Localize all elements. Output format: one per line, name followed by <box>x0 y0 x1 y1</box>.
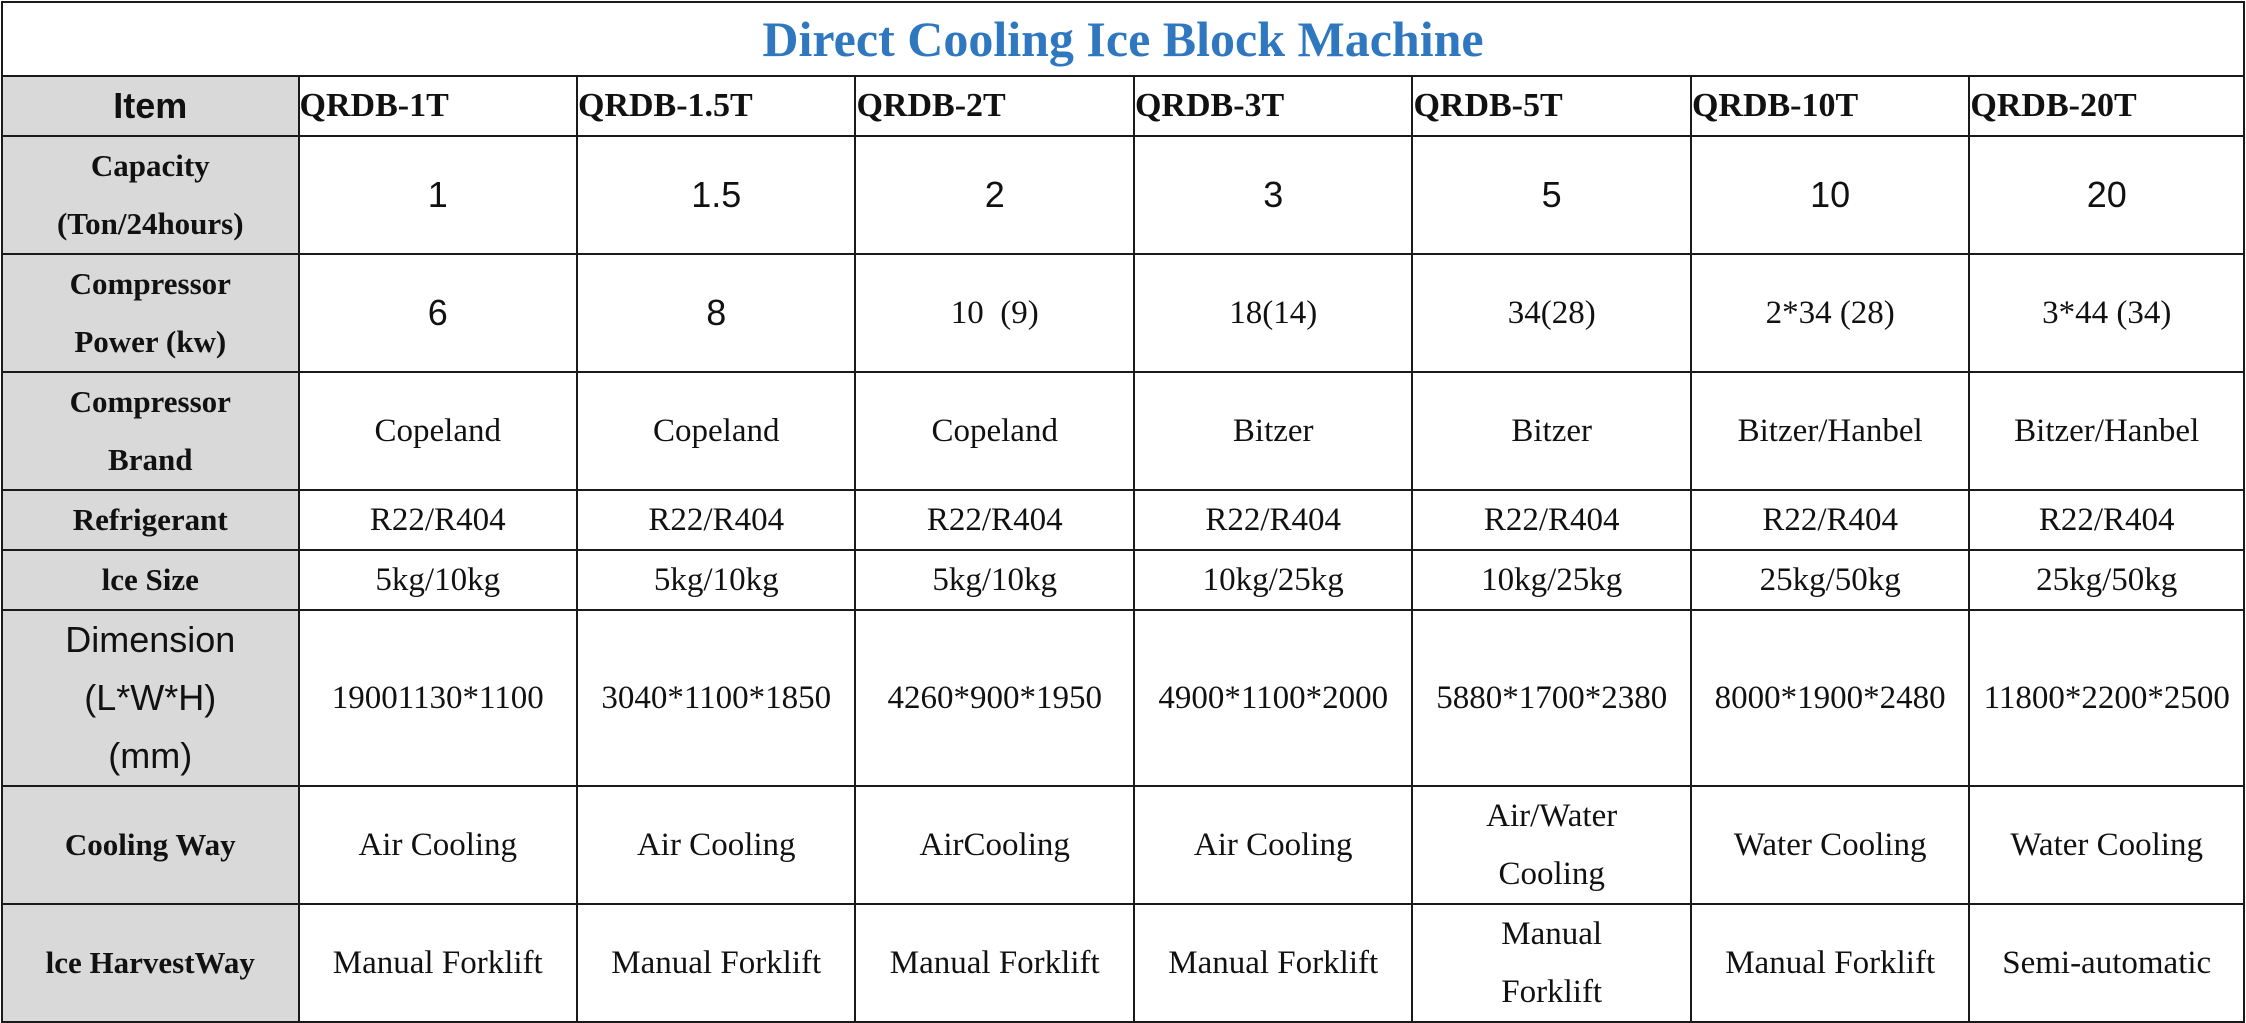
table-cell: 11800*2200*2500 <box>1969 610 2244 786</box>
label-line: Dimension <box>65 619 236 660</box>
ice-harvest-way-row <box>2 904 2244 1022</box>
table-cell: R22/R404 <box>1969 490 2244 550</box>
table-cell: 10kg/25kg <box>1412 550 1690 610</box>
label-line: Power (kw) <box>74 324 227 359</box>
table-cell: R22/R404 <box>1691 490 1969 550</box>
table-cell: 10 <box>1691 136 1969 254</box>
model-header: QRDB-1T <box>299 76 577 136</box>
cell-line: Forklift <box>1501 974 1603 1010</box>
table-cell: Bitzer <box>1134 372 1412 490</box>
row-label-ice-harvest-way: lce HarvestWay <box>2 904 299 1022</box>
ice-size-row <box>2 550 2244 610</box>
table-cell: Copeland <box>299 372 577 490</box>
label-line: (mm) <box>108 735 193 776</box>
table-cell: Semi-automatic <box>1969 904 2244 1022</box>
row-label-cooling-way: Cooling Way <box>2 786 299 904</box>
table-cell: Manual Forklift <box>1691 904 1969 1022</box>
table-cell: Manual Forklift <box>299 904 577 1022</box>
label-line: Brand <box>108 442 193 477</box>
cooling-way-row <box>2 786 2244 904</box>
table-cell: 5kg/10kg <box>577 550 855 610</box>
table-cell <box>1412 904 1690 1022</box>
row-label-ice-size: lce Size <box>2 550 299 610</box>
table-cell: Manual Forklift <box>855 904 1133 1022</box>
table-cell <box>1412 786 1690 904</box>
table-cell: 34(28) <box>1412 254 1690 372</box>
table-cell: 3 <box>1134 136 1412 254</box>
model-header: QRDB-5T <box>1412 76 1690 136</box>
table-cell: Air Cooling <box>577 786 855 904</box>
table-cell: 8000*1900*2480 <box>1691 610 1969 786</box>
table-cell: Bitzer/Hanbel <box>1691 372 1969 490</box>
row-label-compressor-brand <box>2 372 299 490</box>
table-cell: 20 <box>1969 136 2244 254</box>
cell-line: Air/Water <box>1486 798 1618 834</box>
table-cell: 25kg/50kg <box>1691 550 1969 610</box>
table-cell: R22/R404 <box>1134 490 1412 550</box>
cell-line: Cooling <box>1498 856 1605 892</box>
table-cell: R22/R404 <box>299 490 577 550</box>
table-cell: Manual Forklift <box>1134 904 1412 1022</box>
table-cell: R22/R404 <box>1412 490 1690 550</box>
row-label-capacity <box>2 136 299 254</box>
model-header: QRDB-10T <box>1691 76 1969 136</box>
model-header: QRDB-3T <box>1134 76 1412 136</box>
cell-line: Manual <box>1501 916 1603 952</box>
label-line: Compressor <box>69 384 231 419</box>
table-cell: 5kg/10kg <box>299 550 577 610</box>
label-line: Capacity <box>90 148 210 183</box>
table-cell: 18(14) <box>1134 254 1412 372</box>
title-row <box>2 2 2244 76</box>
table-cell: Water Cooling <box>1969 786 2244 904</box>
row-label-compressor-power <box>2 254 299 372</box>
table-cell: 8 <box>577 254 855 372</box>
table-cell: 1.5 <box>577 136 855 254</box>
table-cell: 2*34 (28) <box>1691 254 1969 372</box>
table-cell: 6 <box>299 254 577 372</box>
item-header: Item <box>2 76 299 136</box>
table-cell: 10kg/25kg <box>1134 550 1412 610</box>
table-cell: Manual Forklift <box>577 904 855 1022</box>
table-cell: 3*44 (34) <box>1969 254 2244 372</box>
table-cell: 4260*900*1950 <box>855 610 1133 786</box>
table-cell: 5kg/10kg <box>855 550 1133 610</box>
model-header: QRDB-1.5T <box>577 76 855 136</box>
table-cell: 19001130*1100 <box>299 610 577 786</box>
capacity-row <box>2 136 2244 254</box>
table-cell: R22/R404 <box>855 490 1133 550</box>
label-line: (L*W*H) <box>84 677 217 718</box>
table-cell: R22/R404 <box>577 490 855 550</box>
table-cell: 1 <box>299 136 577 254</box>
header-row <box>2 76 2244 136</box>
refrigerant-row <box>2 490 2244 550</box>
row-label-refrigerant: Refrigerant <box>2 490 299 550</box>
label-line: Compressor <box>69 266 231 301</box>
cell-text: 10 (9) <box>950 295 1039 331</box>
compressor-power-row <box>2 254 2244 372</box>
table-cell: 25kg/50kg <box>1969 550 2244 610</box>
row-label-dimension <box>2 610 299 786</box>
table-cell: Copeland <box>577 372 855 490</box>
table-cell: Water Cooling <box>1691 786 1969 904</box>
table-cell: Air Cooling <box>299 786 577 904</box>
table-cell: Air Cooling <box>1134 786 1412 904</box>
table-cell: Bitzer/Hanbel <box>1969 372 2244 490</box>
label-line: (Ton/24hours) <box>56 206 244 241</box>
table-cell: 5 <box>1412 136 1690 254</box>
table-title: Direct Cooling Ice Block Machine <box>2 2 2244 76</box>
spec-table <box>1 1 2245 1023</box>
table-cell: 4900*1100*2000 <box>1134 610 1412 786</box>
table-cell: 3040*1100*1850 <box>577 610 855 786</box>
compressor-brand-row <box>2 372 2244 490</box>
table-cell: 2 <box>855 136 1133 254</box>
dimension-row <box>2 610 2244 786</box>
table-cell: 5880*1700*2380 <box>1412 610 1690 786</box>
table-cell: Bitzer <box>1412 372 1690 490</box>
model-header: QRDB-2T <box>855 76 1133 136</box>
table-cell <box>855 254 1133 372</box>
table-cell: AirCooling <box>855 786 1133 904</box>
model-header: QRDB-20T <box>1969 76 2244 136</box>
table-cell: Copeland <box>855 372 1133 490</box>
